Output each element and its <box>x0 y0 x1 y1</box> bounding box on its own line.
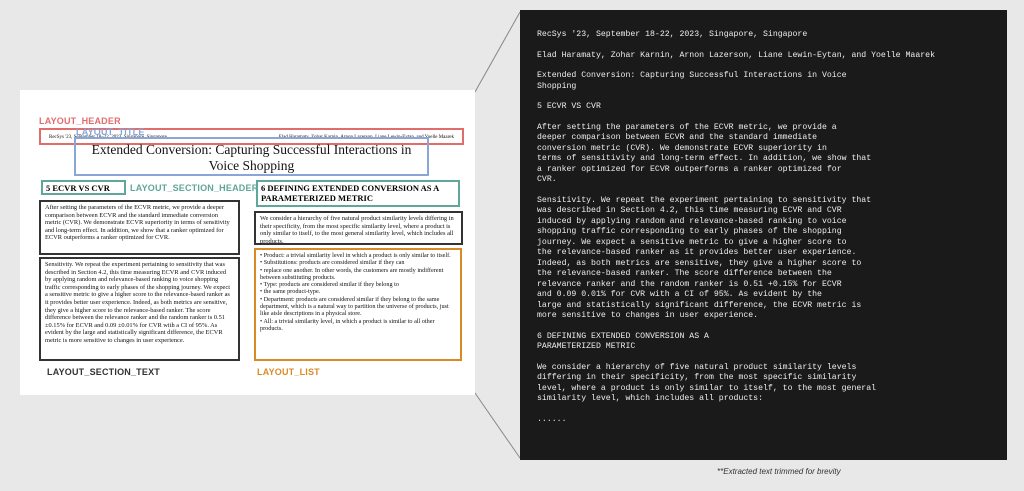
section6-text-box <box>254 211 463 245</box>
similarity-level-list <box>260 252 456 332</box>
section6-header-box <box>256 180 460 207</box>
layout-section-text-label: LAYOUT_SECTION_TEXT <box>47 367 160 377</box>
list-item: • Department: products are considered similar if they belong to the same department, which is a natural way to partition the universe of products, just like aisle descriptions in a physical store. <box>260 295 449 318</box>
layout-header-label: LAYOUT_HEADER <box>39 116 121 126</box>
extracted-line: Extended Conversion: Capturing Successful Interactions in Voice Shopping <box>537 71 847 91</box>
paper-title: Extended Conversion: Capturing Successful Interactions in Voice Shopping <box>91 142 412 173</box>
section6-heading: 6 DEFINING EXTENDED CONVERSION AS A PARAMETERIZED METRIC <box>261 183 439 203</box>
layout-section-header-label: LAYOUT_SECTION_HEADER <box>130 183 259 193</box>
list-item: • replace one another. In other words, the customers are mostly indifferent between substituting products. <box>260 266 444 281</box>
section5-heading: 5 ECVR VS CVR <box>46 183 110 193</box>
section5-paragraph-1: After setting the parameters of the ECVR metric, we provide a deeper comparison between ECVR and the standard immediate conversion metric (CVR). We demonstrate ECVR superiority in terms of sensitivity and long-term effect. In addition, we show that a ranker optimized for ECVR outperforms a ranker optimized for CVR. <box>45 204 230 242</box>
list-item: • Product: a trivial similarity level in which a product is only similar to itself. <box>260 252 451 259</box>
header-left-text: RecSys '23, September 18–22, 2023, Singapore, Singapore <box>49 135 167 140</box>
title-box <box>74 137 429 176</box>
list-box <box>254 248 462 361</box>
section5-header-box <box>41 180 126 195</box>
list-item: • All: a trivial similarity level, in which a product is similar to all other products. <box>260 317 435 332</box>
layout-title-tag: LAYOUT_TITLE <box>76 127 145 137</box>
list-item: • Substitutions: products are considered similar if they can <box>260 259 405 267</box>
section6-paragraph: We consider a hierarchy of five natural product similarity levels differing in their specificity, from the most specific similarity level, where a product is only similar to itself, to the most general similarity level, which includes all products. <box>260 215 454 245</box>
section5-paragraph-2: Sensitivity. We repeat the experiment pertaining to sensitivity that was described in Section 4.2, this time measuring ECVR and CVR induced by applying random and relevance-based ranking to voice shopping traffic corresponding to early phases of the shopping journey. We expect a sensitive metric to give a higher score to the relevance-based ranker as it provides better user experience. Indeed, as both metrics are sensitive, they give a higher score to the relevance-based ranker. The score difference between the relevance ranker and the random ranker is 0.51 ±0.15% for ECVR and 0.09 ±0.01% for CVR with a CI of 95%. As evident by the large and statistically significant difference, the ECVR metric is more sensitive to changes in user experience. <box>45 261 230 344</box>
layout-list-label: LAYOUT_LIST <box>257 367 320 377</box>
section5-text-box-2 <box>39 257 240 361</box>
extracted-line: ...... <box>537 414 567 424</box>
extracted-line: Elad Haramaty, Zohar Karnin, Arnon Lazerson, Liane Lewin-Eytan, and Yoelle Maarek <box>537 50 935 60</box>
extracted-line: 5 ECVR VS CVR <box>537 102 601 111</box>
extracted-line: We consider a hierarchy of five natural product similarity levels differing in their specificity, from the most specific similarity level, where a product is only similar to itself, to the most general similarity level, which includes all products: <box>537 362 877 403</box>
list-item: • the same product-type. <box>260 288 321 296</box>
list-item: • Type: products are considered similar if they belong to <box>260 281 399 289</box>
extracted-text-panel <box>520 10 1007 460</box>
section5-text-box-1 <box>39 200 240 255</box>
extracted-text-content <box>537 30 997 425</box>
extracted-line: Sensitivity. We repeat the experiment pertaining to sensitivity that was described in Section 4.2, this time measuring ECVR and CVR induced by applying random and relevance-based ranking to voice shopping traffic corresponding to early phases of the shopping journey. We expect a sensitive metric to give a higher score to the relevance-based ranker as it provides better user experience. Indeed, as both metrics are sensitive, they give a higher score to the relevance-based ranker. The score difference between the relevance ranker and the random ranker is 0.51 +0.15% for ECVR and 0.09 0.01% for CVR with a CI of 95%. As evident by the large and statistically significant difference, the ECVR metric is more sensitive to changes in user experience. <box>537 195 872 320</box>
extracted-line: RecSys '23, September 18-22, 2023, Singapore, Singapore <box>537 30 808 39</box>
document-page <box>20 90 475 395</box>
extracted-line: 6 DEFINING EXTENDED CONVERSION AS A PARAMETERIZED METRIC <box>537 331 709 351</box>
footnote: **Extracted text trimmed for brevity <box>717 467 841 476</box>
extracted-line: After setting the parameters of the ECVR metric, we provide a deeper comparison between ECVR and the standard immediate conversion metric (CVR). We demonstrate ECVR superiority in terms of sensitivity and long-term effect. In addition, we show that a ranker optimized for ECVR outperforms a ranker optimized for CVR. <box>537 122 872 184</box>
header-right-text: Elad Haramaty, Zohar Karnin, Arnon Lazerson, Liane Lewin-Eytan, and Yoelle Maarek <box>278 135 454 140</box>
